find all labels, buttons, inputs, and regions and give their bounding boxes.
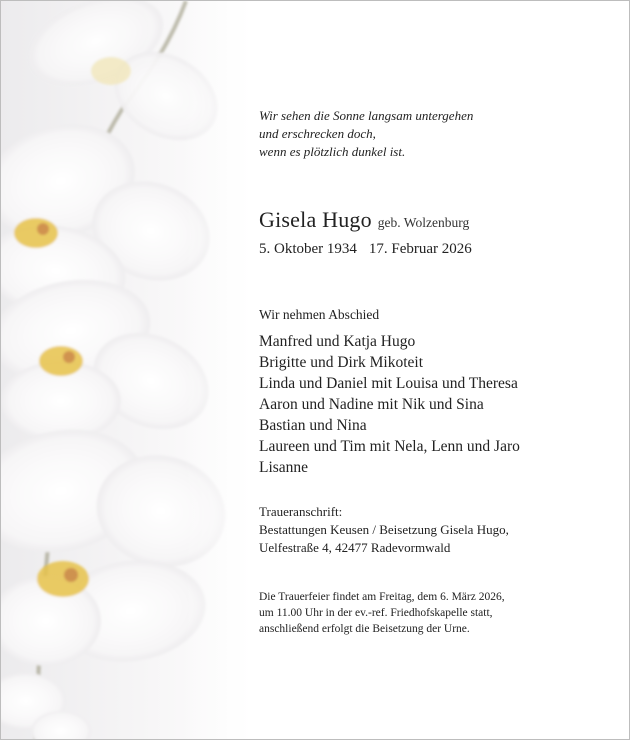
address-line: Uelfestraße 4, 42477 Radevormwald: [259, 540, 451, 555]
quote-line: und erschrecken doch,: [259, 126, 376, 141]
deceased-name: Gisela Hugo: [259, 207, 372, 232]
mourner-item: Brigitte und Dirk Mikoteit: [259, 354, 424, 371]
birth-date: 5. Oktober 1934: [259, 241, 357, 257]
service-line: Die Trauerfeier findet am Freitag, dem 6. März 2026,: [259, 591, 505, 603]
quote-line: Wir sehen die Sonne langsam untergehen: [259, 108, 474, 123]
orchid-illustration: [1, 1, 261, 740]
address-line: Bestattungen Keusen / Beisetzung Gisela Hugo,: [259, 522, 509, 537]
address-label: Traueranschrift:: [259, 504, 343, 519]
birth-name: geb. Wolzenburg: [377, 215, 470, 230]
mourners-list: [259, 331, 520, 478]
farewell-heading: Wir nehmen Abschied: [259, 307, 380, 322]
mourner-item: Laureen und Tim mit Nela, Lenn und Jaro: [259, 438, 520, 455]
mourner-item: Linda und Daniel mit Louisa und Theresa: [259, 375, 518, 392]
funeral-service-info: [259, 589, 505, 637]
mourner-item: Lisanne: [259, 459, 309, 476]
deceased-name-row: [259, 207, 469, 233]
mourner-item: Bastian und Nina: [259, 417, 367, 434]
quote-line: wenn es plötzlich dunkel ist.: [259, 144, 406, 159]
service-line: anschließend erfolgt die Beisetzung der Urne.: [259, 623, 470, 635]
mourner-item: Aaron und Nadine mit Nik und Sina: [259, 396, 484, 413]
mourning-address: [259, 503, 509, 557]
mourner-item: Manfred und Katja Hugo: [259, 333, 416, 350]
memorial-quote: [259, 107, 473, 161]
life-dates: [259, 241, 472, 258]
service-line: um 11.00 Uhr in der ev.-ref. Friedhofskapelle statt,: [259, 607, 493, 619]
death-date: 17. Februar 2026: [368, 241, 472, 257]
